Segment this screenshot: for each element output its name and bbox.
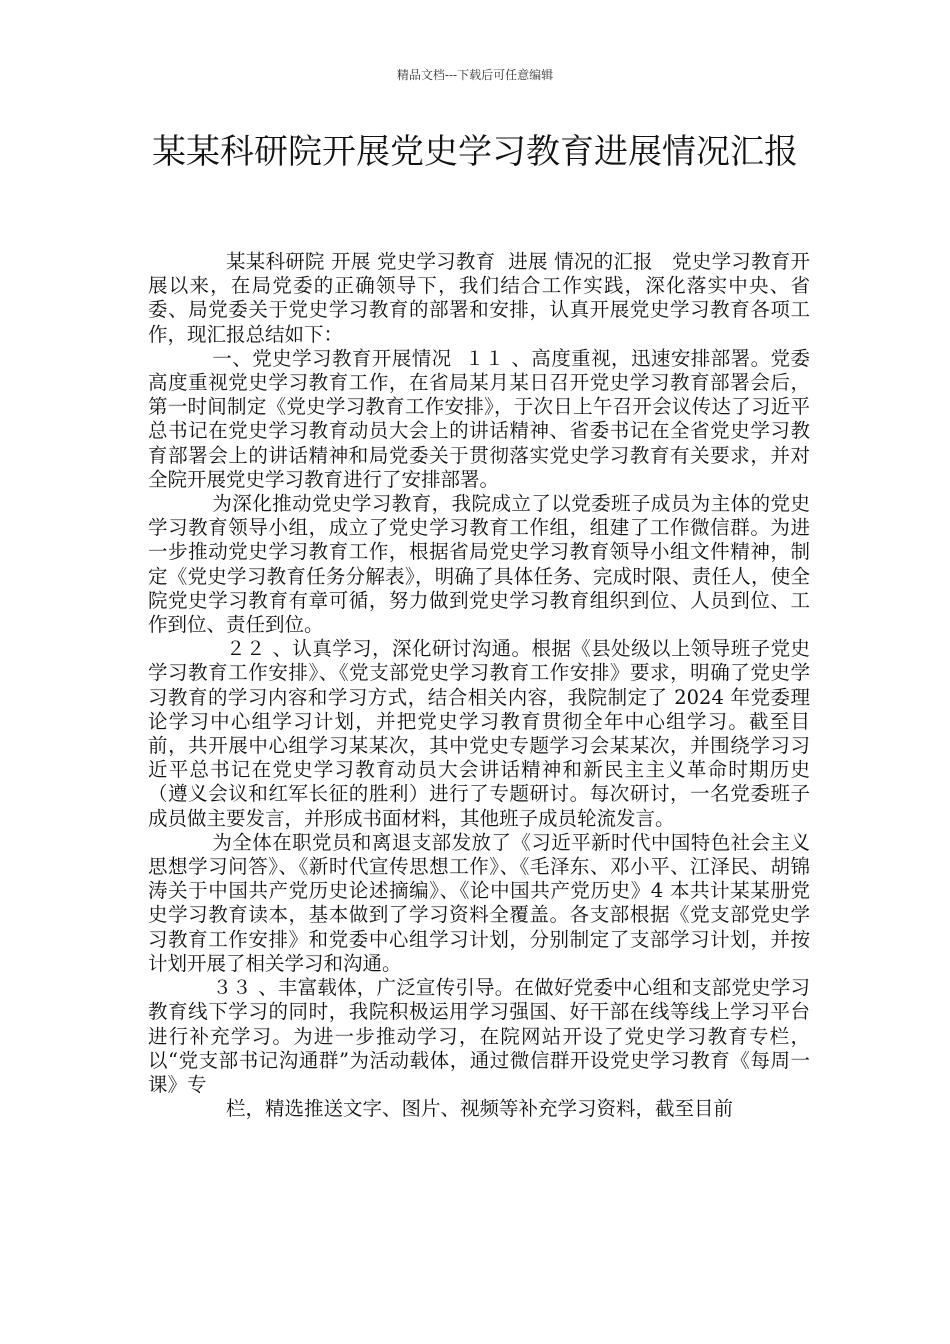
document-title: 某某科研院开展党史学习教育进展情况汇报 <box>152 132 798 172</box>
paragraph-reading-materials: 为全体在职党员和离退支部发放了《习近平新时代中国特色社会主义思想学习问答》、《新时代宣传思想工作》、《毛泽东、邓小平、江泽民、胡锦涛关于中国共产党历史论述摘编》、《论中国共产党历史》4 本共计某某册党史学习教育读本，基本做到了学习资料全覆盖。各支部根据《党支部党史学习教育工作安排》和党委中心组学习计划，分别制定了支部学习计划，并按计划开展了相关学习和沟通。 <box>148 830 810 975</box>
paragraph-continued: 栏，精选推送文字、图片、视频等补充学习资料，截至目前 <box>226 1097 734 1121</box>
page-header: 精品文档---下载后可任意编辑 <box>396 68 554 82</box>
paragraph-section-1: 一、党史学习教育开展情况 １１ 、高度重视，迅速安排部署。党委高度重视党史学习教育工作，在省局某月某日召开党史学习教育部署会后，第一时间制定《党史学习教育工作安排》，于次日上午召开会议传达了习近平总书记在党史学习教育动员大会上的讲话精神、省委书记在全省党史学习教育部署会上的讲话精神和局党委关于贯彻落实党史学习教育有关要求，并对全院开展党史学习教育进行了安排部署。 <box>148 346 810 491</box>
paragraph-section-2: ２２ 、认真学习，深化研讨沟通。根据《县处级以上领导班子党史学习教育工作安排》、《党支部党史学习教育工作安排》要求，明确了党史学习教育的学习内容和学习方式，结合相关内容，我院制定了 2024 年党委理论学习中心组学习计划，并把党史学习教育贯彻全年中心组学习。截至目前，共开展中心组学习某某次，其中党史专题学习会某某次，并围绕学习习近平总书记在党史学习教育动员大会讲话精神和新民主主义革命时期历史（遵义会议和红军长征的胜利）进行了专题研讨。每次研讨，一名党委班子成员做主要发言，并形成书面材料，其他班子成员轮流发言。 <box>148 637 810 830</box>
paragraph-leading-group: 为深化推动党史学习教育，我院成立了以党委班子成员为主体的党史学习教育领导小组，成立了党史学习教育工作组，组建了工作微信群。为进一步推动党史学习教育工作，根据省局党史学习教育领导小组文件精神，制定《党史学习教育任务分解表》，明确了具体任务、完成时限、责任人，使全院党史学习教育有章可循，努力做到党史学习教育组织到位、人员到位、工作到位、责任到位。 <box>148 492 810 637</box>
document-body <box>148 250 810 1121</box>
paragraph-section-3: ３３ 、丰富载体，广泛宣传引导。在做好党委中心组和支部党史学习教育线下学习的同时，我院积极运用学习强国、好干部在线等线上学习平台进行补充学习。为进一步推动学习，在院网站开设了党史学习教育专栏，以“党支部书记沟通群”为活动载体，通过微信群开设党史学习教育《每周一课》专 <box>148 976 810 1096</box>
paragraph-intro: 某某科研院 开展 党史学习教育 进展 情况的汇报 党史学习教育开展以来，在局党委的正确领导下，我们结合工作实践，深化落实中央、省委、局党委关于党史学习教育的部署和安排，认真开展党史学习教育各项工作，现汇报总结如下： <box>148 250 810 346</box>
